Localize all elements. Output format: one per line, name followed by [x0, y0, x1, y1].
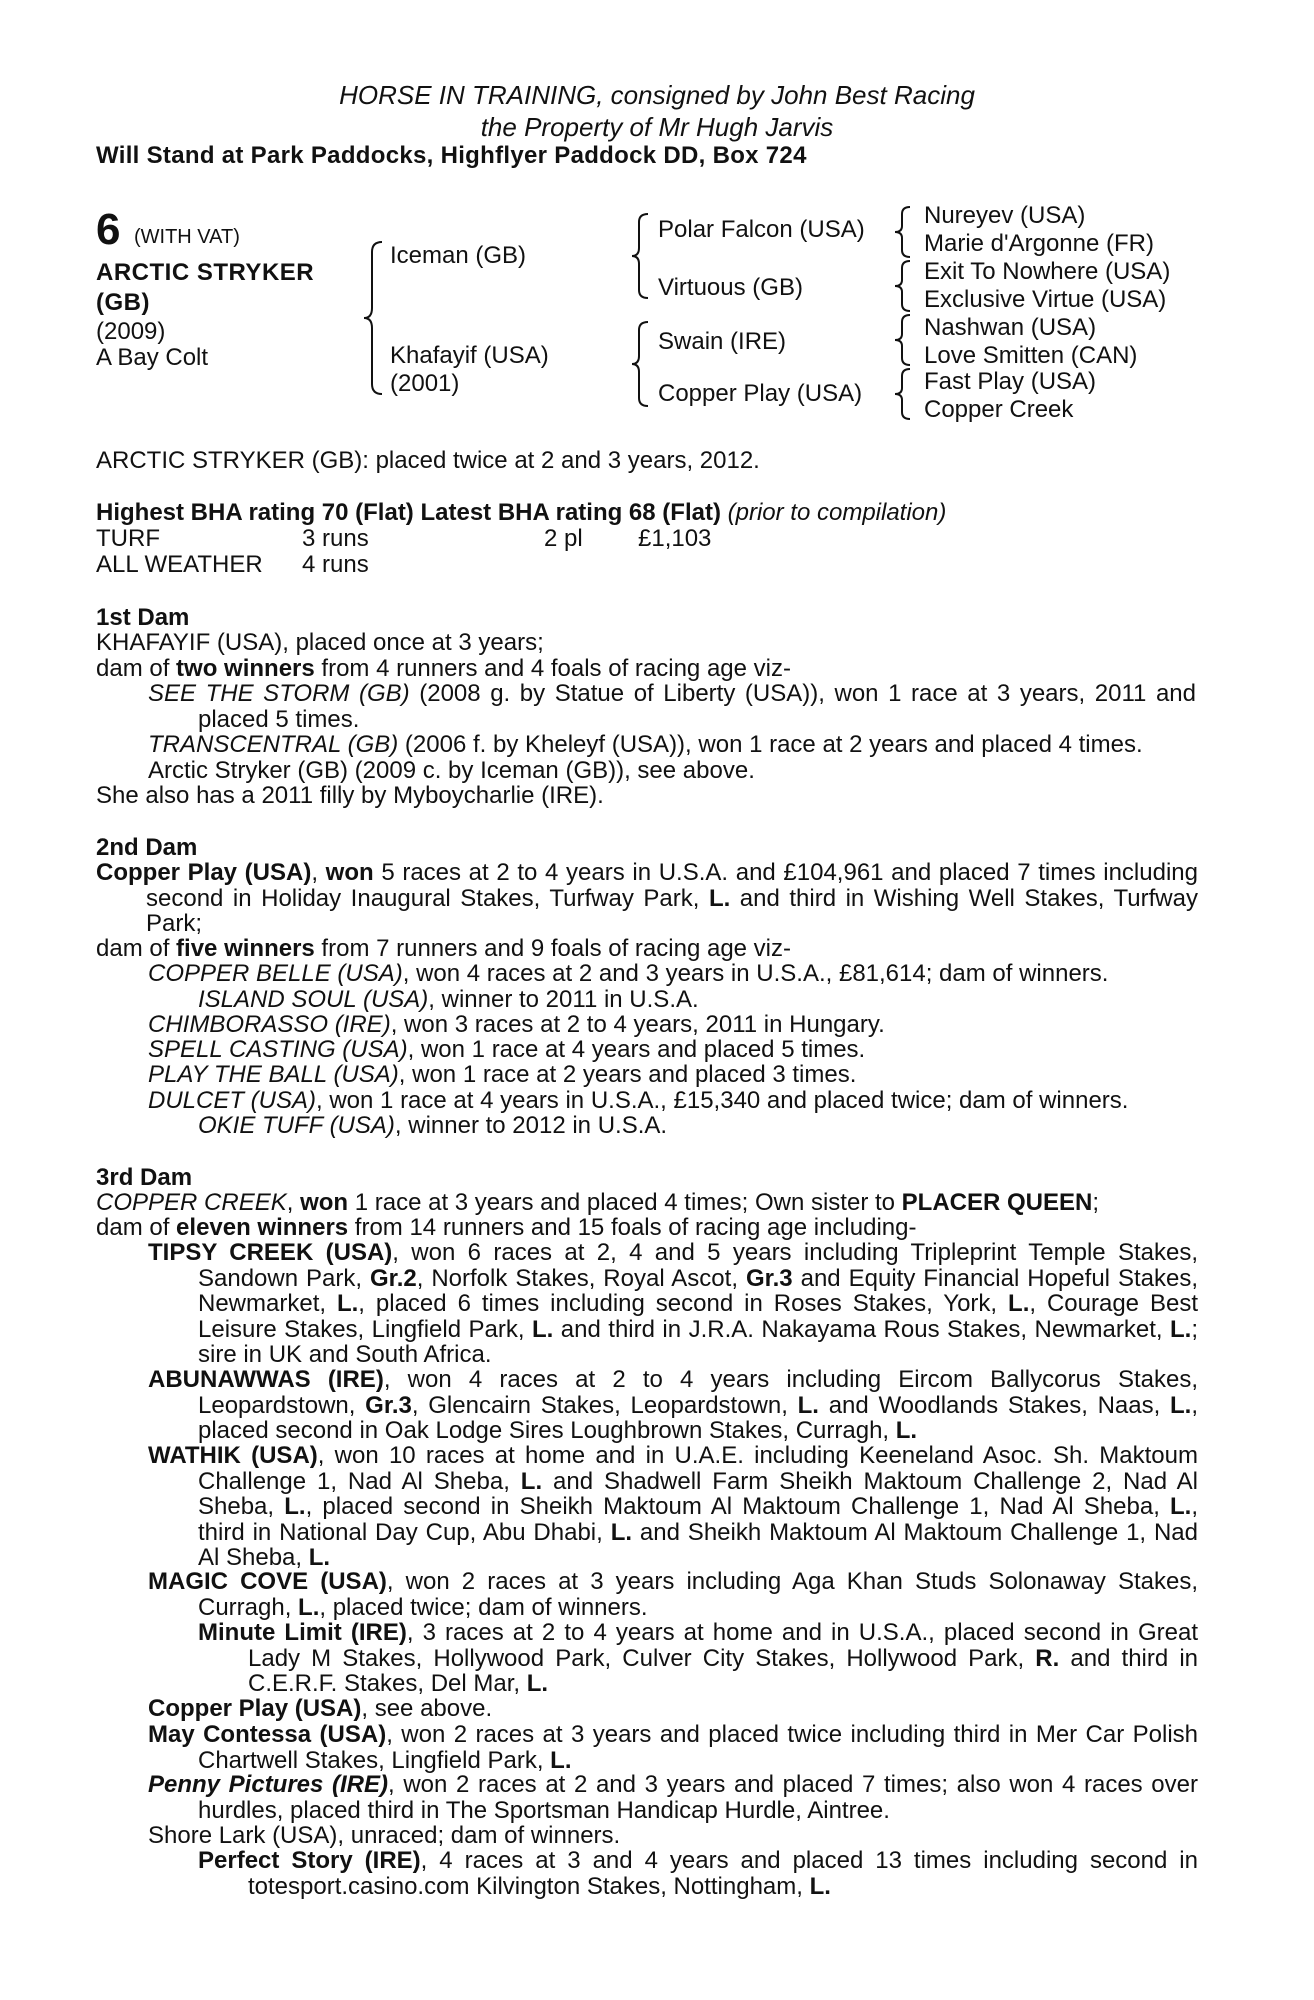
- race-grade: Gr.2: [370, 1264, 417, 1292]
- produce-name: Minute Limit (IRE): [198, 1619, 407, 1646]
- text-fragment: , won 6 races at 2, 4 and 5 years including Tripleprint Temple Stakes, Sandown Park,: [198, 1239, 1199, 1292]
- produce-entry: [148, 681, 1196, 732]
- race-grade: L.: [284, 1493, 306, 1520]
- race-grade: R.: [1035, 1644, 1060, 1672]
- produce-entry: [148, 1772, 1198, 1823]
- brace-virtuous: [892, 258, 914, 314]
- text-fragment: , won 2 races at 2 and 3 years and placed 7 times; also won 4 races over hurdles, placed third in The Sportsman Handicap Hurdle, Aintree.: [198, 1771, 1198, 1824]
- race-grade: L.: [1170, 1315, 1192, 1343]
- text-fragment: dam of: [96, 655, 177, 682]
- race-grade: L.: [308, 1544, 331, 1571]
- produce-name: May Contessa (USA): [148, 1721, 387, 1748]
- second-dam-record: [96, 860, 1198, 937]
- produce-entry: [148, 732, 1143, 758]
- winner-count: five winners: [176, 935, 315, 962]
- sire-line-brace: [628, 210, 654, 302]
- text-fragment: , placed second in Oak Lodge Sires Loughbrown Stakes, Curragh,: [198, 1391, 1198, 1444]
- produce-name: Penny Pictures (IRE): [148, 1771, 389, 1798]
- produce-record: , winner to 2011 in U.S.A.: [428, 986, 699, 1013]
- text-fragment: , placed 6 times including second in Roses Stakes, York,: [358, 1290, 1009, 1317]
- race-grade: L.: [895, 1417, 918, 1444]
- text-fragment: dam of: [96, 1214, 177, 1241]
- produce-name: COPPER BELLE (USA): [148, 960, 403, 987]
- pedigree-dss: Nashwan (USA): [924, 314, 1097, 341]
- pedigree-dsd: Love Smitten (CAN): [924, 342, 1138, 369]
- lot-number: 6: [96, 205, 121, 254]
- text-fragment: and Woodlands Stakes, Naas,: [818, 1391, 1170, 1419]
- header-stand-location: Will Stand at Park Paddocks, Highflyer Paddock DD, Box 724: [96, 142, 807, 169]
- horse-name-line2: (GB): [96, 289, 150, 316]
- first-dam-foal-note: She also has a 2011 filly by Myboycharlie (IRE).: [96, 782, 604, 809]
- text-fragment: , won 2 races at 3 years including Aga Khan Studs Solonaway Stakes, Curragh,: [198, 1568, 1199, 1621]
- sire-dam-brace: [360, 238, 390, 398]
- horse-name-line1: ARCTIC STRYKER: [96, 259, 315, 286]
- race-grade: Gr.3: [365, 1391, 412, 1419]
- pedigree-sdd: Exclusive Virtue (USA): [924, 286, 1167, 313]
- race-grade: L.: [532, 1315, 554, 1343]
- race-grade: L.: [610, 1518, 633, 1546]
- third-dam-heading: 3rd Dam: [96, 1164, 193, 1191]
- race-summary: ARCTIC STRYKER (GB): placed twice at 2 and 3 years, 2012.: [96, 447, 760, 474]
- produce-entry: Arctic Stryker (GB) (2009 c. by Iceman (GB)), see above.: [148, 757, 755, 784]
- pedigree-sire-sire: Polar Falcon (USA): [658, 216, 865, 243]
- produce-entry: Shore Lark (USA), unraced; dam of winners.: [148, 1822, 621, 1849]
- produce-name: MAGIC COVE (USA): [148, 1568, 387, 1595]
- race-grade: L.: [550, 1746, 572, 1774]
- horse-year: (2009): [96, 318, 166, 345]
- winner-count: eleven winners: [176, 1214, 349, 1241]
- produce-entry: [148, 1569, 1198, 1620]
- header-consignor: HORSE IN TRAINING, consigned by John Best Racing: [339, 80, 975, 110]
- text-fragment: , placed second in Sheikh Maktoum Al Maktoum Challenge 1, Nad Al Sheba,: [305, 1493, 1171, 1520]
- race-grade: L.: [336, 1290, 359, 1317]
- produce-entry: [148, 1088, 1128, 1114]
- produce-entry: [148, 1367, 1198, 1444]
- text-fragment: and third in C.E.R.F. Stakes, Del Mar,: [248, 1644, 1198, 1697]
- sister-name: PLACER QUEEN: [901, 1189, 1093, 1216]
- text-fragment: , 3 races at 2 to 4 years at home and in U.S.A., placed second in Great Lady M Stakes, Hollywood Park, Culver City Stakes, Hollywood Park,: [248, 1619, 1198, 1672]
- produce-name: SEE THE STORM (GB): [148, 680, 410, 707]
- race-grade: L.: [298, 1593, 320, 1621]
- produce-record: , won 1 race at 2 years and placed 3 times.: [398, 1061, 857, 1088]
- brace-polar-falcon: [892, 204, 914, 260]
- text-fragment: and third in Wishing Well Stakes, Turfway Park;: [146, 884, 1198, 937]
- brace-swain: [892, 312, 914, 368]
- race-grade: L.: [809, 1872, 831, 1900]
- produce-name: Copper Play (USA): [148, 1695, 362, 1722]
- produce-name: TIPSY CREEK (USA): [148, 1239, 393, 1266]
- header-property: the Property of Mr Hugh Jarvis: [480, 112, 834, 142]
- produce-name: DULCET (USA): [148, 1087, 317, 1114]
- text-fragment: from 4 runners and 4 foals of racing age viz-: [314, 655, 791, 682]
- pedigree-dam-sire: Swain (IRE): [658, 328, 787, 355]
- text-fragment: , 4 races at 3 and 4 years and placed 13 times including second in totesport.casino.com Kilvington Stakes, Nottingham,: [248, 1847, 1198, 1900]
- pedigree-dam-year: (2001): [390, 370, 460, 397]
- text-fragment: and Equity Financial Hopeful Stakes, Newmarket,: [198, 1264, 1198, 1317]
- produce-record: , winner to 2012 in U.S.A.: [394, 1112, 668, 1139]
- text-fragment: ,: [311, 859, 326, 886]
- produce-record: , won 1 race at 4 years and placed 5 times.: [407, 1036, 866, 1063]
- produce-name: CHIMBORASSO (IRE): [148, 1011, 391, 1038]
- race-grade: L.: [797, 1391, 819, 1419]
- dam-name: COPPER CREEK: [96, 1189, 287, 1216]
- race-grade: L.: [526, 1670, 549, 1697]
- produce-entry: [198, 987, 699, 1013]
- record-turf-money: £1,103: [638, 525, 712, 552]
- produce-entry: [148, 1012, 885, 1038]
- pedigree-sss: Nureyev (USA): [924, 202, 1086, 229]
- brace-copper-play: [892, 366, 914, 422]
- produce-record: , won 1 race at 4 years in U.S.A., £15,340 and placed twice; dam of winners.: [316, 1087, 1129, 1114]
- text-fragment: 5 races at 2 to 4 years in U.S.A. and £104,961 and placed 7 times including second in Holiday Inaugural Stakes, Turfway Park,: [146, 859, 1198, 912]
- text-fragment: , third in National Day Cup, Abu Dhabi,: [198, 1493, 1199, 1546]
- pedigree-sds: Exit To Nowhere (USA): [924, 258, 1171, 285]
- text-fragment: and third in J.R.A. Nakayama Rous Stakes, Newmarket,: [553, 1315, 1170, 1343]
- pedigree-dds: Fast Play (USA): [924, 368, 1097, 395]
- text-fragment: , see above.: [361, 1695, 493, 1722]
- produce-entry: [198, 1848, 1198, 1899]
- text-fragment: and Shadwell Farm Sheikh Maktoum Challenge 2, Nad Al Sheba,: [198, 1467, 1198, 1520]
- produce-entry: [198, 1620, 1198, 1697]
- text-fragment: ,: [286, 1189, 301, 1216]
- race-grade: L.: [1170, 1493, 1192, 1520]
- produce-entry: [148, 1240, 1198, 1368]
- dam-line-brace: [628, 318, 654, 410]
- second-dam-produce-line: [96, 936, 791, 962]
- pedigree-sire-dam: Virtuous (GB): [658, 274, 803, 301]
- produce-entry: [148, 1062, 856, 1088]
- horse-name: [96, 258, 356, 318]
- race-grade: L.: [1170, 1391, 1192, 1419]
- lot-vat-note: (WITH VAT): [134, 226, 240, 248]
- second-dam-heading: 2nd Dam: [96, 834, 198, 861]
- first-dam-heading: 1st Dam: [96, 604, 190, 631]
- third-dam-produce-line: [96, 1215, 916, 1241]
- produce-entry: [148, 1722, 1198, 1773]
- produce-entry: [148, 961, 1108, 987]
- produce-name: TRANSCENTRAL (GB): [148, 731, 399, 758]
- produce-entry: [148, 1037, 865, 1063]
- text-fragment: won: [325, 859, 374, 886]
- text-fragment: ;: [1092, 1189, 1100, 1216]
- record-aw-label: ALL WEATHER: [96, 551, 263, 578]
- text-fragment: from 7 runners and 9 foals of racing age viz-: [314, 935, 792, 962]
- produce-record: (2008 g. by Statue of Liberty (USA)), won 1 race at 3 years, 2011 and placed 5 times.: [198, 680, 1196, 733]
- pedigree-dam: Khafayif (USA): [390, 342, 549, 369]
- text-fragment: , Norfolk Stakes, Royal Ascot,: [416, 1264, 746, 1292]
- produce-entry: [198, 1113, 667, 1139]
- record-turf-runs: 3 runs: [302, 525, 369, 552]
- produce-record: , won 4 races at 2 and 3 years in U.S.A., £81,614; dam of winners.: [402, 960, 1109, 987]
- produce-name: ISLAND SOUL (USA): [198, 986, 429, 1013]
- text-fragment: and Sheikh Maktoum Al Maktoum Challenge 1, Nad Al Sheba,: [198, 1518, 1198, 1571]
- produce-name: SPELL CASTING (USA): [148, 1036, 408, 1063]
- first-dam-produce-line: [96, 656, 791, 682]
- winner-count: two winners: [176, 655, 315, 682]
- produce-record: (2006 f. by Kheleyf (USA)), won 1 race at 2 years and placed 4 times.: [398, 731, 1143, 758]
- race-grade: L.: [1008, 1290, 1030, 1317]
- text-fragment: from 14 runners and 15 foals of racing age including-: [348, 1214, 917, 1241]
- third-dam-line: [96, 1190, 1099, 1216]
- text-fragment: , won 2 races at 3 years and placed twice including third in Mer Car Polish Chartwell Stakes, Lingfield Park,: [198, 1721, 1199, 1774]
- pedigree-sire: Iceman (GB): [390, 242, 527, 269]
- produce-record: , won 3 races at 2 to 4 years, 2011 in Hungary.: [390, 1011, 885, 1038]
- rating-line: [96, 500, 946, 526]
- produce-entry: [148, 1443, 1198, 1571]
- race-grade: L.: [520, 1467, 543, 1495]
- dam-name: Copper Play (USA): [96, 859, 312, 886]
- text-fragment: dam of: [96, 935, 177, 962]
- text-fragment: , won 10 races at home and in U.A.E. including Keeneland Asoc. Sh. Maktoum Challenge 1, Nad Al Sheba,: [198, 1442, 1198, 1495]
- text-fragment: ; sire in UK and South Africa.: [198, 1315, 1198, 1368]
- text-fragment: , Courage Best Leisure Stakes, Lingfield Park,: [198, 1290, 1198, 1343]
- record-turf-placings: 2 pl: [544, 525, 583, 552]
- record-aw-runs: 4 runs: [302, 551, 369, 578]
- horse-description: A Bay Colt: [96, 344, 209, 371]
- record-turf-label: TURF: [96, 525, 160, 552]
- race-grade: L.: [708, 884, 731, 912]
- pedigree-dam-dam: Copper Play (USA): [658, 380, 863, 407]
- race-grade: Gr.3: [745, 1264, 793, 1292]
- produce-name: PLAY THE BALL (USA): [148, 1061, 399, 1088]
- produce-name: WATHIK (USA): [148, 1442, 318, 1469]
- text-fragment: , placed twice; dam of winners.: [319, 1593, 648, 1621]
- produce-name: Perfect Story (IRE): [198, 1847, 421, 1874]
- text-fragment: won: [300, 1189, 349, 1216]
- first-dam-line: KHAFAYIF (USA), placed once at 3 years;: [96, 629, 544, 656]
- rating-values: Highest BHA rating 70 (Flat) Latest BHA rating 68 (Flat): [96, 499, 721, 526]
- text-fragment: 1 race at 3 years and placed 4 times; Own sister to: [348, 1189, 902, 1216]
- produce-name: ABUNAWWAS (IRE): [148, 1366, 384, 1393]
- text-fragment: , Glencairn Stakes, Leopardstown,: [411, 1391, 798, 1419]
- rating-note: (prior to compilation): [727, 499, 947, 526]
- text-fragment: , won 4 races at 2 to 4 years including Eircom Ballycorus Stakes, Leopardstown,: [198, 1366, 1198, 1419]
- produce-entry: [148, 1696, 492, 1722]
- produce-name: OKIE TUFF (USA): [198, 1112, 395, 1139]
- pedigree-ssd: Marie d'Argonne (FR): [924, 230, 1154, 257]
- pedigree-ddd: Copper Creek: [924, 396, 1074, 423]
